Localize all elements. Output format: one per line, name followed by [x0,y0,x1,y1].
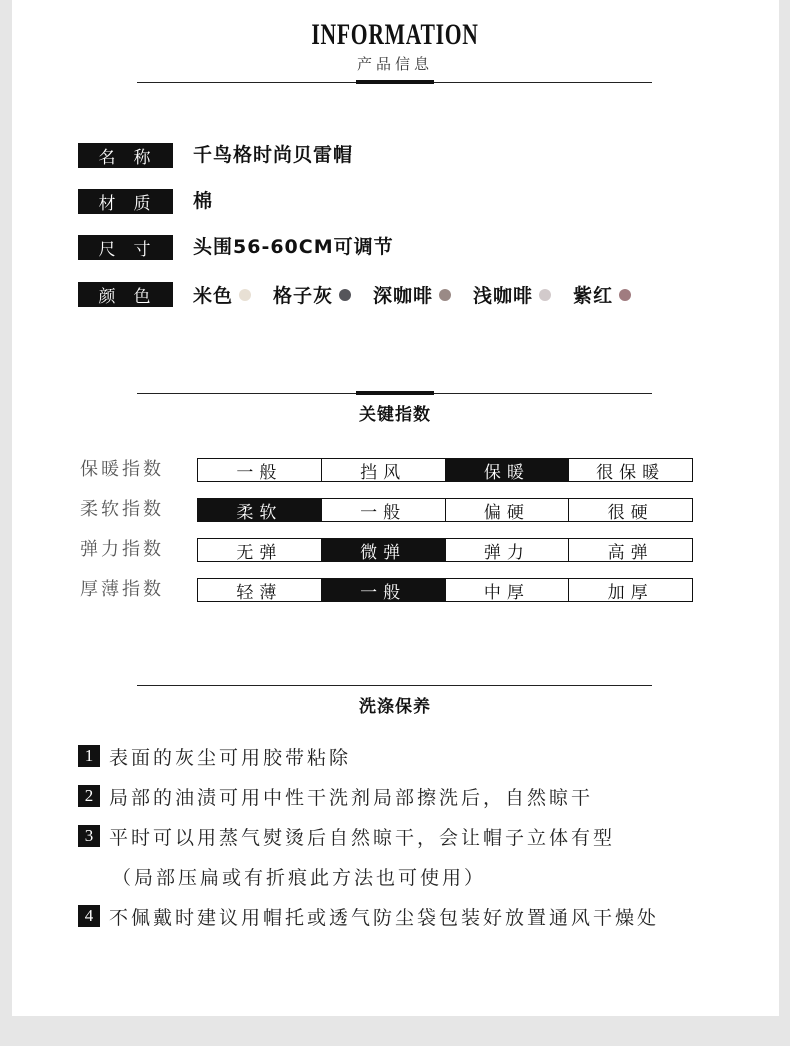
care-item [78,904,659,928]
index-cell: 轻薄 [198,579,322,601]
index-cell: 很硬 [607,502,654,523]
index-cell: 无弹 [198,539,322,561]
color-swatch [239,289,251,301]
index-scale-thickness [197,578,693,602]
index-cell: 柔软 [198,499,322,521]
divider-accent [356,391,434,395]
care-text: 不佩戴时建议用帽托或透气防尘袋包装好放置通风干燥处 [109,906,660,929]
label-material: 材 质 [78,189,173,214]
care-number: 1 [78,745,100,767]
index-cell: 弹力 [446,539,570,561]
color-option: 紫红 [573,281,631,308]
product-material: 棉 [193,190,214,212]
index-scale-softness [197,498,693,522]
divider-accent [356,80,434,84]
index-label-warmth: 保暖指数 [80,459,164,480]
color-option: 格子灰 [273,281,351,308]
index-cell: 加厚 [607,582,654,603]
info-subtitle: 产品信息 [356,55,433,73]
label-size: 尺 寸 [78,235,173,260]
info-title: INFORMATION [311,18,479,51]
index-label-thickness: 厚薄指数 [80,579,164,600]
care-number: 4 [78,905,100,927]
index-cell: 一般 [322,579,446,601]
index-cell: 中厚 [446,579,570,601]
care-number: 3 [78,825,100,847]
care-text: 局部的油渍可用中性干洗剂局部擦洗后，自然晾干 [109,786,594,809]
product-size: 头围56-60CM可调节 [193,236,394,258]
index-label-softness: 柔软指数 [80,499,164,520]
index-cell: 高弹 [607,542,654,563]
care-note [112,864,486,888]
color-options [193,282,653,307]
care-item [78,824,615,848]
index-cell: 一般 [198,459,322,481]
divider [137,685,652,686]
index-scale-elasticity [197,538,693,562]
color-option: 米色 [193,281,251,308]
label-name: 名 称 [78,143,173,168]
index-label-elasticity: 弹力指数 [80,539,164,560]
index-cell: 挡风 [322,459,446,481]
color-option: 浅咖啡 [473,281,551,308]
label-color: 颜 色 [78,282,173,307]
color-swatch [439,289,451,301]
index-cell: 保暖 [446,459,570,481]
color-swatch [619,289,631,301]
index-scale-warmth [197,458,693,482]
index-cell: 很保暖 [596,462,666,483]
care-item [78,784,593,808]
care-section-title: 洗涤保养 [359,697,431,717]
care-number: 2 [78,785,100,807]
color-swatch [539,289,551,301]
color-swatch [339,289,351,301]
index-cell: 一般 [322,499,446,521]
care-text: （局部压扁或有折痕此方法也可使用） [112,866,487,889]
care-item [78,744,351,768]
product-name: 千鸟格时尚贝雷帽 [193,144,354,166]
care-text: 表面的灰尘可用胶带粘除 [109,746,352,769]
index-section-title: 关键指数 [359,405,431,425]
care-text: 平时可以用蒸气熨烫后自然晾干，会让帽子立体有型 [109,826,616,849]
color-option: 深咖啡 [373,281,451,308]
index-cell: 偏硬 [446,499,570,521]
index-cell: 微弹 [322,539,446,561]
